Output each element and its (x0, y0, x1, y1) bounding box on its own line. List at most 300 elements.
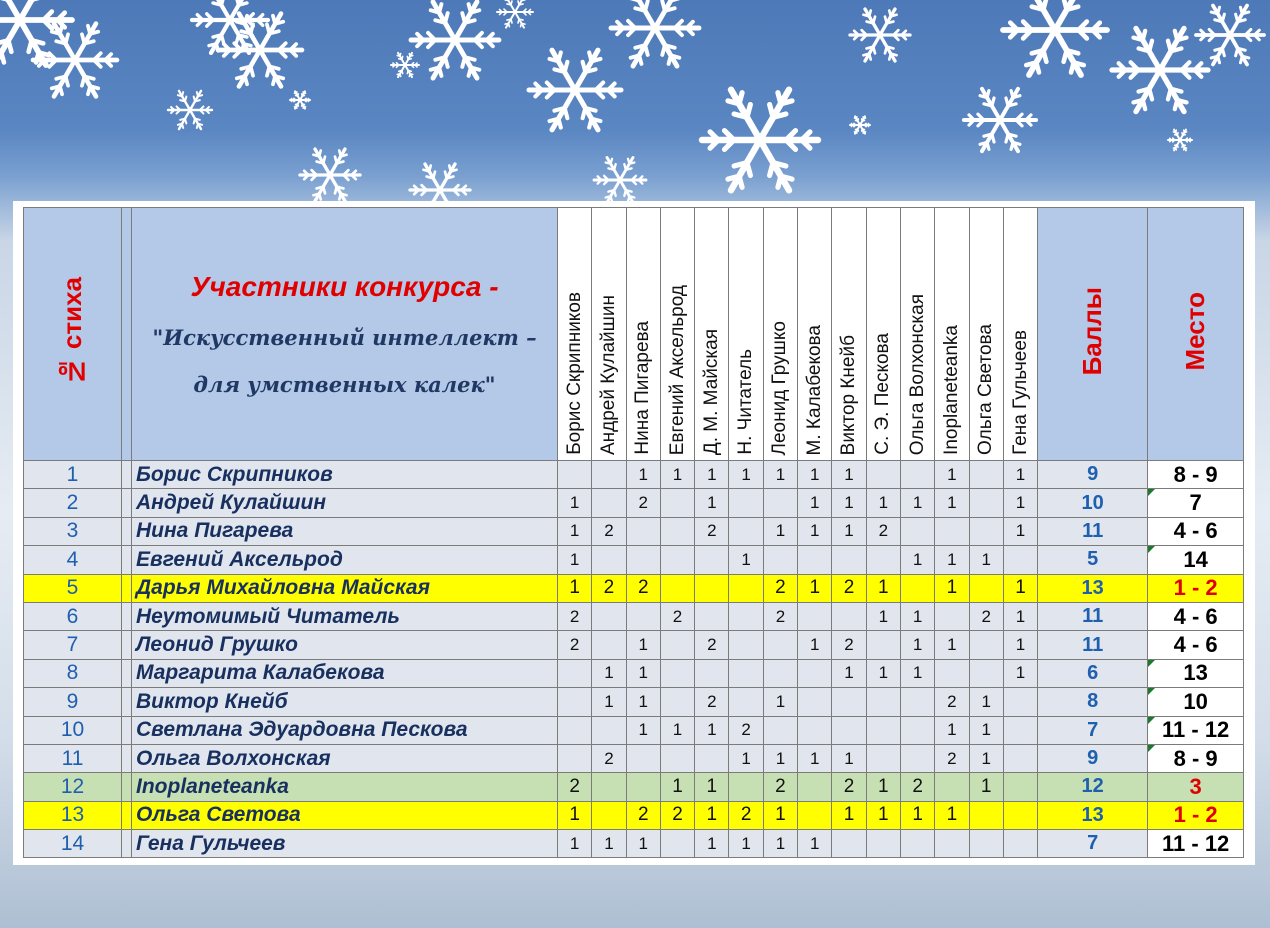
table-row (24, 688, 1244, 716)
column-header-judge: Виктор Кнейб (832, 208, 866, 461)
place-cell: 1 - 2 (1148, 801, 1244, 829)
poem-number: 8 (24, 659, 122, 687)
contest-subtitle-line-1: "Искусственный интеллект – (152, 325, 537, 350)
score-cell (935, 773, 969, 801)
score-cell (695, 574, 729, 602)
score-cell (969, 489, 1003, 517)
score-cell (832, 688, 866, 716)
snowflake-icon (850, 9, 910, 61)
score-cell: 1 (729, 830, 763, 858)
score-cell: 1 (900, 801, 934, 829)
table-row (24, 744, 1244, 772)
score-cell (1003, 830, 1037, 858)
spacer-cell (122, 716, 132, 744)
score-cell: 1 (1003, 631, 1037, 659)
spacer-cell (122, 773, 132, 801)
comment-flag-icon (1148, 717, 1155, 724)
poem-number: 2 (24, 489, 122, 517)
score-cell (969, 631, 1003, 659)
spacer-cell (122, 744, 132, 772)
snowflake-icon (1168, 130, 1192, 151)
score-cell: 2 (763, 574, 797, 602)
score-cell: 1 (626, 631, 660, 659)
place-cell: 11 - 12 (1148, 830, 1244, 858)
score-cell: 1 (592, 659, 626, 687)
column-header-points: Баллы (1038, 208, 1148, 461)
participant-name: Ольга Волхонская (132, 744, 558, 772)
score-cell (626, 602, 660, 630)
score-cell (558, 716, 592, 744)
score-cell: 1 (626, 830, 660, 858)
score-cell: 1 (558, 489, 592, 517)
score-cell: 1 (935, 631, 969, 659)
score-cell: 1 (900, 659, 934, 687)
score-cell: 1 (626, 659, 660, 687)
score-cell: 1 (935, 461, 969, 489)
score-cell: 2 (660, 801, 694, 829)
participant-name: Виктор Кнейб (132, 688, 558, 716)
score-cell: 2 (558, 631, 592, 659)
score-cell: 1 (1003, 659, 1037, 687)
score-cell: 1 (935, 716, 969, 744)
score-cell: 2 (729, 801, 763, 829)
comment-flag-icon (1148, 745, 1155, 752)
table-row (24, 546, 1244, 574)
score-cell: 1 (832, 801, 866, 829)
score-cell (729, 574, 763, 602)
points-cell: 11 (1038, 517, 1148, 545)
participant-name: Неутомимый Читатель (132, 602, 558, 630)
score-cell (626, 744, 660, 772)
table-row (24, 830, 1244, 858)
score-cell (1003, 801, 1037, 829)
spacer-cell (122, 659, 132, 687)
score-cell (969, 517, 1003, 545)
score-cell: 1 (969, 744, 1003, 772)
snowflake-icon (1112, 28, 1208, 111)
score-cell (729, 688, 763, 716)
column-header-judge: Евгений Аксельрод (660, 208, 694, 461)
score-cell: 1 (763, 801, 797, 829)
score-cell: 2 (729, 716, 763, 744)
score-cell: 2 (695, 631, 729, 659)
score-cell (660, 659, 694, 687)
points-cell: 7 (1038, 716, 1148, 744)
score-cell: 1 (695, 773, 729, 801)
score-cell (798, 716, 832, 744)
score-cell: 1 (626, 461, 660, 489)
participant-name: Маргарита Калабекова (132, 659, 558, 687)
place-cell: 8 - 9 (1148, 461, 1244, 489)
place-cell: 4 - 6 (1148, 631, 1244, 659)
score-cell: 1 (935, 489, 969, 517)
score-cell (729, 602, 763, 630)
points-cell: 9 (1038, 461, 1148, 489)
score-cell: 1 (1003, 517, 1037, 545)
score-cell: 1 (695, 489, 729, 517)
score-cell: 1 (900, 631, 934, 659)
table-row (24, 461, 1244, 489)
score-cell: 1 (866, 773, 900, 801)
score-cell: 1 (832, 517, 866, 545)
score-cell (900, 744, 934, 772)
score-cell (660, 631, 694, 659)
score-cell (832, 546, 866, 574)
score-cell: 1 (935, 546, 969, 574)
column-header-judge: Inoplaneteanka (935, 208, 969, 461)
poem-number: 11 (24, 744, 122, 772)
place-cell: 8 - 9 (1148, 744, 1244, 772)
place-cell: 11 - 12 (1148, 716, 1244, 744)
score-cell (695, 602, 729, 630)
score-cell: 1 (969, 716, 1003, 744)
score-cell: 2 (969, 602, 1003, 630)
score-cell (900, 574, 934, 602)
score-cell (660, 830, 694, 858)
score-cell (969, 574, 1003, 602)
score-cell (866, 744, 900, 772)
snowflake-icon (529, 50, 621, 130)
snowflake-icon (1196, 6, 1264, 65)
score-cell (798, 602, 832, 630)
score-cell: 1 (695, 830, 729, 858)
score-cell (866, 830, 900, 858)
score-cell: 1 (1003, 461, 1037, 489)
score-cell: 1 (695, 716, 729, 744)
snowflake-icon (1003, 0, 1107, 75)
column-header-judge: Нина Пигарева (626, 208, 660, 461)
points-cell: 9 (1038, 744, 1148, 772)
score-cell: 2 (832, 773, 866, 801)
score-cell (798, 801, 832, 829)
table-header-row (24, 208, 1244, 461)
score-cell: 1 (900, 489, 934, 517)
column-header-judge: Гена Гульчеев (1003, 208, 1037, 461)
snowflake-icon (290, 91, 310, 108)
score-cell: 1 (763, 517, 797, 545)
comment-flag-icon (1148, 489, 1155, 496)
table-row (24, 659, 1244, 687)
score-cell: 1 (695, 461, 729, 489)
score-cell: 1 (798, 461, 832, 489)
table-row (24, 716, 1244, 744)
score-cell: 1 (969, 688, 1003, 716)
participant-name: Нина Пигарева (132, 517, 558, 545)
score-cell (660, 517, 694, 545)
score-cell (900, 830, 934, 858)
score-cell: 1 (969, 773, 1003, 801)
participant-name: Inoplaneteanka (132, 773, 558, 801)
spacer-cell (122, 489, 132, 517)
score-cell (798, 546, 832, 574)
score-cell: 1 (798, 574, 832, 602)
spacer-cell (122, 830, 132, 858)
participant-name: Светлана Эдуардовна Пескова (132, 716, 558, 744)
score-cell (969, 461, 1003, 489)
score-cell: 2 (660, 602, 694, 630)
score-cell: 1 (626, 716, 660, 744)
score-cell: 1 (592, 830, 626, 858)
poem-number: 1 (24, 461, 122, 489)
score-cell: 1 (592, 688, 626, 716)
points-cell: 8 (1038, 688, 1148, 716)
score-cell: 1 (1003, 574, 1037, 602)
place-cell: 3 (1148, 773, 1244, 801)
score-cell (935, 659, 969, 687)
score-cell: 2 (558, 602, 592, 630)
score-cell: 1 (969, 546, 1003, 574)
score-cell (592, 546, 626, 574)
score-cell: 1 (558, 574, 592, 602)
score-cell: 2 (626, 489, 660, 517)
score-cell (763, 659, 797, 687)
participant-name: Дарья Михайловна Майская (132, 574, 558, 602)
score-cell (763, 489, 797, 517)
score-cell: 2 (935, 688, 969, 716)
score-cell (592, 461, 626, 489)
snowflake-icon (850, 116, 870, 133)
score-cell (900, 688, 934, 716)
snowflake-icon (391, 53, 419, 77)
column-header-judge: М. Калабекова (798, 208, 832, 461)
score-cell (1003, 716, 1037, 744)
participant-name: Борис Скрипников (132, 461, 558, 489)
contest-title-cell (132, 208, 558, 461)
snowflake-icon (594, 157, 646, 202)
snowflake-icon (611, 0, 699, 66)
score-cell: 2 (763, 602, 797, 630)
score-cell: 1 (866, 489, 900, 517)
score-cell (900, 716, 934, 744)
score-cell (592, 489, 626, 517)
contest-subtitle-line-2: для умственных калек" (193, 372, 496, 397)
place-cell: 4 - 6 (1148, 517, 1244, 545)
points-cell: 7 (1038, 830, 1148, 858)
score-cell: 1 (832, 489, 866, 517)
column-header-judge: Борис Скрипников (558, 208, 592, 461)
score-cell: 2 (558, 773, 592, 801)
score-cell (729, 631, 763, 659)
snowflake-icon (964, 89, 1036, 151)
score-cell (695, 744, 729, 772)
score-cell: 1 (935, 574, 969, 602)
poem-number: 5 (24, 574, 122, 602)
poem-number: 9 (24, 688, 122, 716)
score-cell (763, 716, 797, 744)
score-cell: 2 (592, 744, 626, 772)
snowflake-icon (300, 149, 360, 201)
score-cell (695, 659, 729, 687)
points-cell: 11 (1038, 631, 1148, 659)
score-cell: 1 (1003, 489, 1037, 517)
place-cell: 13 (1148, 659, 1244, 687)
score-cell (935, 602, 969, 630)
score-cell (592, 801, 626, 829)
poem-number: 14 (24, 830, 122, 858)
column-header-spacer (122, 208, 132, 461)
score-cell (832, 830, 866, 858)
score-cell (1003, 688, 1037, 716)
snowflake-icon (702, 90, 818, 190)
score-cell: 1 (798, 830, 832, 858)
points-cell: 12 (1038, 773, 1148, 801)
score-cell: 1 (935, 801, 969, 829)
column-header-number: № стиха (24, 208, 122, 461)
score-cell: 2 (832, 574, 866, 602)
score-cell: 1 (763, 830, 797, 858)
score-cell: 1 (900, 546, 934, 574)
score-cell (626, 517, 660, 545)
score-cell (729, 659, 763, 687)
score-cell (935, 517, 969, 545)
score-cell: 1 (832, 744, 866, 772)
score-cell: 2 (900, 773, 934, 801)
contest-title: Участники конкурса - (190, 271, 499, 302)
place-cell: 14 (1148, 546, 1244, 574)
points-cell: 6 (1038, 659, 1148, 687)
score-cell: 1 (798, 744, 832, 772)
score-cell: 2 (763, 773, 797, 801)
score-cell: 2 (866, 517, 900, 545)
score-cell: 2 (935, 744, 969, 772)
snowflake-icon (168, 91, 212, 129)
score-cell (969, 830, 1003, 858)
score-cell (660, 688, 694, 716)
spacer-cell (122, 602, 132, 630)
score-cell (729, 489, 763, 517)
spacer-cell (122, 688, 132, 716)
score-cell: 1 (866, 801, 900, 829)
score-cell (558, 744, 592, 772)
place-cell: 10 (1148, 688, 1244, 716)
score-cell (969, 801, 1003, 829)
score-cell (592, 716, 626, 744)
score-cell: 1 (866, 574, 900, 602)
score-cell (558, 659, 592, 687)
spacer-cell (122, 801, 132, 829)
poem-number: 4 (24, 546, 122, 574)
points-cell: 13 (1038, 574, 1148, 602)
score-cell (1003, 546, 1037, 574)
table-row (24, 602, 1244, 630)
table-row (24, 517, 1244, 545)
points-cell: 10 (1038, 489, 1148, 517)
score-cell (626, 546, 660, 574)
score-cell (866, 716, 900, 744)
score-cell (1003, 744, 1037, 772)
snowflake-icon (33, 24, 117, 97)
poem-number: 7 (24, 631, 122, 659)
score-cell: 1 (866, 602, 900, 630)
score-cell (763, 631, 797, 659)
score-cell: 1 (558, 546, 592, 574)
score-cell: 1 (763, 461, 797, 489)
table-row (24, 773, 1244, 801)
score-cell (935, 830, 969, 858)
column-header-judge: Ольга Волхонская (900, 208, 934, 461)
column-header-judge: Н. Читатель (729, 208, 763, 461)
score-cell: 2 (695, 688, 729, 716)
score-cell: 1 (660, 461, 694, 489)
score-cell (866, 461, 900, 489)
score-cell: 1 (763, 688, 797, 716)
score-cell: 2 (695, 517, 729, 545)
score-cell (798, 659, 832, 687)
score-cell: 1 (866, 659, 900, 687)
score-cell (832, 602, 866, 630)
score-cell (592, 602, 626, 630)
poem-number: 3 (24, 517, 122, 545)
score-cell: 1 (626, 688, 660, 716)
score-cell: 1 (695, 801, 729, 829)
score-cell (832, 716, 866, 744)
score-cell: 2 (832, 631, 866, 659)
column-header-judge: Леонид Грушко (763, 208, 797, 461)
score-cell (866, 631, 900, 659)
points-cell: 13 (1038, 801, 1148, 829)
points-cell: 11 (1038, 602, 1148, 630)
score-cell: 1 (832, 461, 866, 489)
score-cell: 1 (1003, 602, 1037, 630)
score-cell (729, 773, 763, 801)
spacer-cell (122, 517, 132, 545)
score-cell (900, 517, 934, 545)
score-cell (592, 631, 626, 659)
column-header-judge: С. Э. Пескова (866, 208, 900, 461)
score-cell (866, 688, 900, 716)
spacer-cell (122, 631, 132, 659)
participant-name: Леонид Грушко (132, 631, 558, 659)
score-cell (660, 574, 694, 602)
poem-number: 10 (24, 716, 122, 744)
score-cell: 1 (900, 602, 934, 630)
table-row (24, 801, 1244, 829)
snowflake-icon (411, 2, 499, 78)
score-cell: 1 (798, 489, 832, 517)
spacer-cell (122, 574, 132, 602)
score-cell: 1 (729, 461, 763, 489)
score-cell (660, 489, 694, 517)
score-cell (695, 546, 729, 574)
score-cell: 1 (729, 546, 763, 574)
score-cell (558, 461, 592, 489)
score-cell (626, 773, 660, 801)
participant-name: Евгений Аксельрод (132, 546, 558, 574)
table-row (24, 631, 1244, 659)
score-cell: 2 (626, 801, 660, 829)
score-cell (660, 546, 694, 574)
score-cell: 1 (832, 659, 866, 687)
poem-number: 12 (24, 773, 122, 801)
score-cell (900, 461, 934, 489)
participant-name: Андрей Кулайшин (132, 489, 558, 517)
score-cell (763, 546, 797, 574)
score-cell: 1 (558, 830, 592, 858)
column-header-place: Место (1148, 208, 1244, 461)
points-cell: 5 (1038, 546, 1148, 574)
score-cell: 1 (660, 773, 694, 801)
score-cell (969, 659, 1003, 687)
score-cell: 1 (798, 517, 832, 545)
score-cell (798, 773, 832, 801)
score-cell: 1 (558, 801, 592, 829)
column-header-judge: Д. М. Майская (695, 208, 729, 461)
score-cell: 2 (592, 517, 626, 545)
score-cell: 1 (558, 517, 592, 545)
poem-number: 13 (24, 801, 122, 829)
table-row (24, 574, 1244, 602)
column-header-judge: Андрей Кулайшин (592, 208, 626, 461)
